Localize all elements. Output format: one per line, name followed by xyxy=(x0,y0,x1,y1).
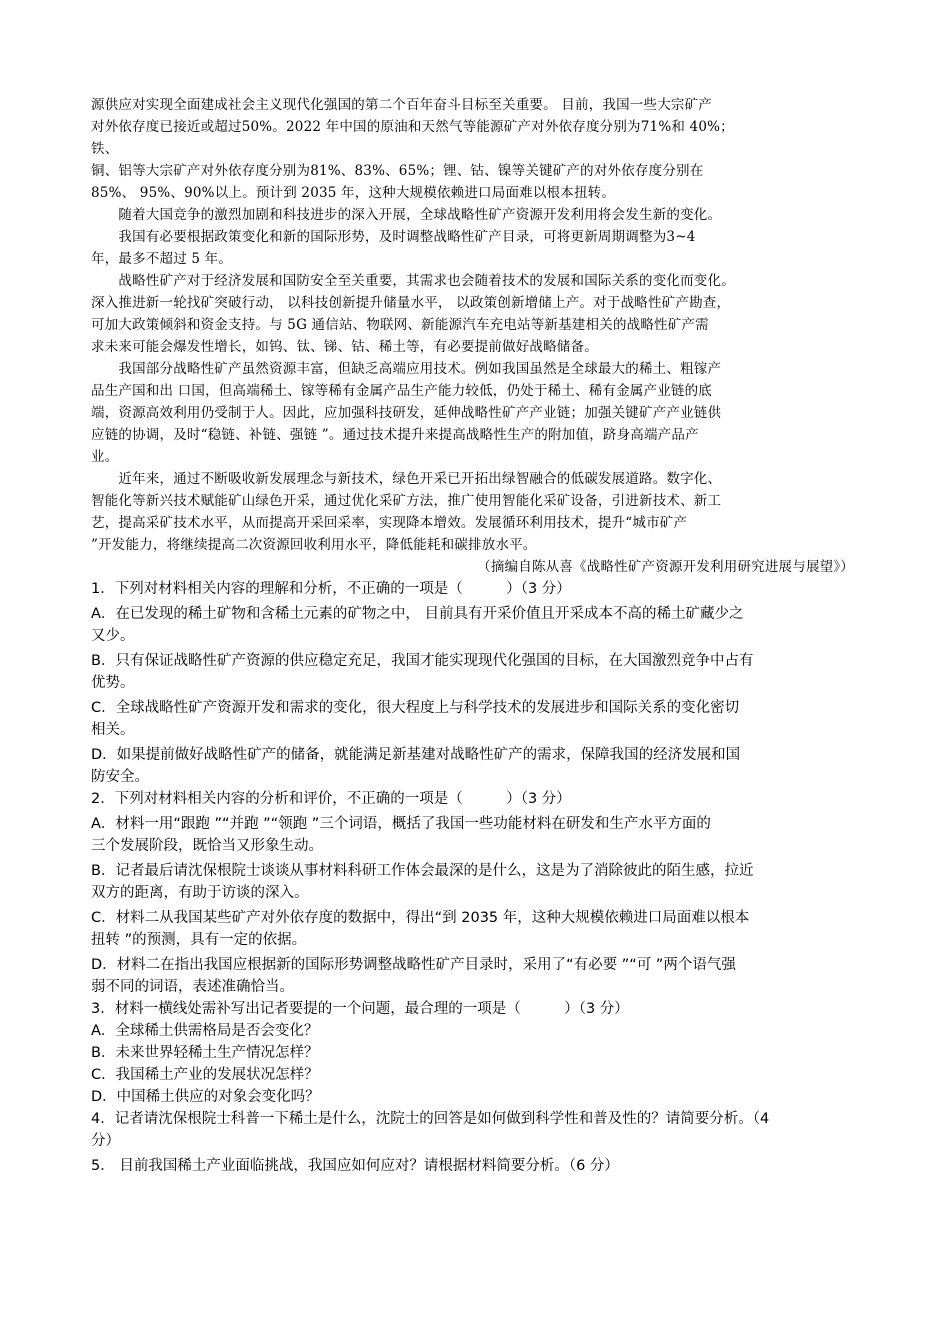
question-2-option-c-cont: 扭转 ”的预测，具有一定的依据。 xyxy=(91,932,307,948)
question-2-stem: 2．下列对材料相关内容的分析和评价，不正确的一项是（ ）（3 分） xyxy=(91,791,571,807)
source-citation: （摘编自陈从喜《战略性矿产资源开发利用研究进展与展望》） xyxy=(477,559,854,575)
question-1-option-a: A．在已发现的稀土矿物和含稀土元素的矿物之中， 目前具有开采价值且开采成本不高的稀土矿藏少之 xyxy=(91,606,744,622)
passage-line: 对外依存度已接近或超过50%。2022 年中国的原油和天然气等能源矿产对外依存度分别为71%和 40%； xyxy=(91,119,734,135)
passage-line: 铁、 xyxy=(91,141,119,157)
passage-line: 智能化等新兴技术赋能矿山绿色开采，通过优化采矿方法，推广使用智能化采矿设备，引进新技术、新工 xyxy=(91,493,722,509)
question-1-stem: 1．下列对材料相关内容的理解和分析，不正确的一项是（ ）（3 分） xyxy=(91,581,571,597)
question-1-option-d-cont: 防安全。 xyxy=(91,769,149,785)
question-1-option-a-cont: 又少。 xyxy=(91,628,135,644)
question-3-stem: 3．材料一横线处需补写出记者要提的一个问题，最合理的一项是（ ）（3 分） xyxy=(91,1001,629,1017)
passage-line: 品生产国和出 口国，但高端稀土、镓等稀有金属产品生产能力较低，仍处于稀土、稀有金属产业链的底 xyxy=(91,383,712,399)
question-1-option-b-cont: 优势。 xyxy=(91,675,135,691)
reading-passage xyxy=(91,94,866,578)
passage-line: 85%、 95%、90%以上。预计到 2035 年，这种大规模依赖进口局面难以根本扭转。 xyxy=(91,185,616,201)
passage-line: 应链的协调，及时“稳链、补链、强链 ”。通过技术提升来提高战略性生产的附加值，跻身高端产品产 xyxy=(91,427,699,443)
question-3-option-a: A．全球稀土供需格局是否会变化？ xyxy=(91,1023,319,1039)
passage-line: 业。 xyxy=(91,449,119,465)
question-4-stem-cont: 分） xyxy=(91,1133,120,1149)
passage-line: 我国部分战略性矿产虽然资源丰富，但缺乏高端应用技术。例如我国虽然是全球最大的稀土、粗镓产 xyxy=(91,361,722,377)
passage-line: 近年来，通过不断吸收新发展理念与新技术，绿色开采已开拓出绿智融合的低碳发展道路。数字化、 xyxy=(91,471,722,487)
passage-line: 源供应对实现全面建成社会主义现代化强国的第二个百年奋斗目标至关重要。 目前，我国一些大宗矿产 xyxy=(91,97,712,113)
question-2-option-c: C．材料二从我国某些矿产对外依存度的数据中，得出“到 2035 年，这种大规模依赖进口局面难以根本 xyxy=(91,910,750,926)
question-1-option-c: C．全球战略性矿产资源开发和需求的变化，很大程度上与科学技术的发展进步和国际关系的变化密切 xyxy=(91,700,740,716)
question-2-option-d: D．材料二在指出我国应根据新的国际形势调整战略性矿产目录时，采用了“有必要 ”“可 ”两个语气强 xyxy=(91,957,736,973)
passage-line: 我国有必要根据政策变化和新的国际形势，及时调整战略性矿产目录，可将更新周期调整为3~4 xyxy=(91,229,696,245)
question-3-option-c: C．我国稀土产业的发展状况怎样？ xyxy=(91,1067,319,1083)
passage-line: 可加大政策倾斜和资金支持。与 5G 通信站、物联网、新能源汽车充电站等新基建相关的战略性矿产需 xyxy=(91,317,709,333)
passage-line: 战略性矿产对于经济发展和国防安全至关重要，其需求也会随着技术的发展和国际关系的变化而变化。 xyxy=(91,273,735,289)
question-1-option-d: D．如果提前做好战略性矿产的储备，就能满足新基建对战略性矿产的需求，保障我国的经济发展和国 xyxy=(91,747,741,763)
question-4-stem: 4．记者请沈保根院士科普一下稀土是什么，沈院士的回答是如何做到科学性和普及性的？请简要分析。（4 xyxy=(91,1111,770,1127)
question-3-option-b: B．未来世界轻稀土生产情况怎样？ xyxy=(91,1045,319,1061)
passage-line: 艺，提高采矿技术水平，从而提高开采回采率，实现降本增效。发展循环利用技术，提升“城市矿产 xyxy=(91,515,688,531)
passage-line: ”开发能力，将继续提高二次资源回收利用水平，降低能耗和碳排放水平。 xyxy=(91,537,537,553)
question-section xyxy=(91,578,866,1177)
question-2-option-d-cont: 弱不同的词语，表述准确恰当。 xyxy=(91,979,294,995)
question-2-option-a: A．材料一用“跟跑 ”“并跑 ”“领跑 ”三个词语，概括了我国一些功能材料在研发和生产水平方面的 xyxy=(91,816,711,832)
question-2-option-b-cont: 双方的距离，有助于访谈的深入。 xyxy=(91,885,309,901)
passage-line: 深入推进新一轮找矿突破行动， 以科技创新提升储量水平， 以政策创新增储上产。对于战略性矿产勘查， xyxy=(91,295,731,311)
passage-line: 随着大国竞争的激烈加剧和科技进步的深入开展，全球战略性矿产资源开发利用将会发生新的变化。 xyxy=(91,207,722,223)
question-1-option-b: B．只有保证战略性矿产资源的供应稳定充足，我国才能实现现代化强国的目标，在大国激烈竞争中占有 xyxy=(91,653,754,669)
question-2-option-a-cont: 三个发展阶段，既恰当又形象生动。 xyxy=(91,838,323,854)
passage-line: 铜、铝等大宗矿产对外依存度分别为81%、83%、65%；锂、钴、镍等关键矿产的对外依存度分别在 xyxy=(91,163,704,179)
passage-line: 端，资源高效利用仍受制于人。因此，应加强科技研发，延伸战略性矿产产业链；加强关键矿产产业链供 xyxy=(91,405,722,421)
question-1-option-c-cont: 相关。 xyxy=(91,722,135,738)
passage-line: 求未来可能会爆发性增长，如钨、钛、锑、钴、稀土等，有必要提前做好战略储备。 xyxy=(91,339,598,355)
passage-line: 年，最多不超过 5 年。 xyxy=(91,251,233,267)
question-3-option-d: D．中国稀土供应的对象会变化吗？ xyxy=(91,1089,320,1105)
question-2-option-b: B．记者最后请沈保根院士谈谈从事材料科研工作体会最深的是什么，这是为了消除彼此的陌生感，拉近 xyxy=(91,863,754,879)
document-page xyxy=(91,94,866,1177)
question-5-stem: 5． 目前我国稀土产业面临挑战，我国应如何应对？请根据材料简要分析。（6 分） xyxy=(91,1158,619,1174)
